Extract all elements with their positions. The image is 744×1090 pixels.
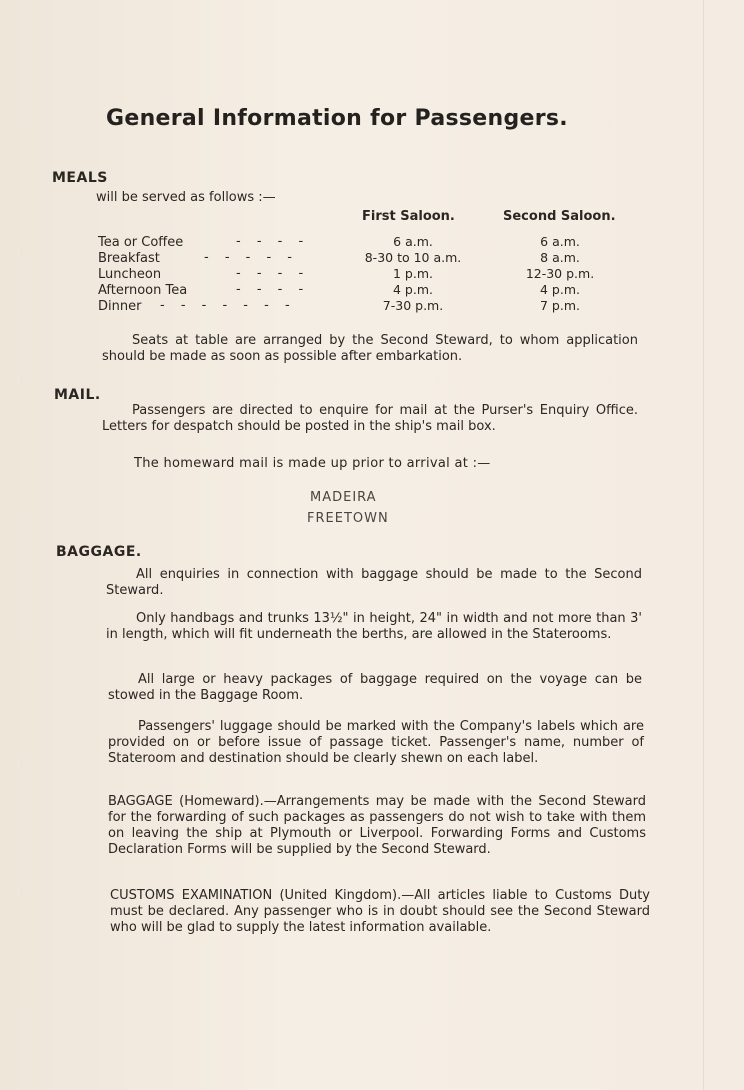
mail-port: FREETOWN xyxy=(307,511,389,526)
meal-first-time: 6 a.m. xyxy=(393,234,433,249)
meal-second-time: 8 a.m. xyxy=(540,250,580,265)
page-fold xyxy=(703,0,704,1090)
meals-intro: will be served as follows :— xyxy=(96,190,276,205)
meal-second-time: 7 p.m. xyxy=(540,298,580,313)
mail-paragraph-1: Passengers are directed to enquire for mail at the Purser's Enquiry Office. Letters for despatch should be posted in the ship's mail box. xyxy=(102,403,638,434)
baggage-paragraph-3: All large or heavy packages of baggage required on the voyage can be stowed in the Baggage Room. xyxy=(108,672,642,703)
meal-first-time: 4 p.m. xyxy=(393,282,433,297)
meal-name: Tea or Coffee xyxy=(98,235,184,250)
meal-second-time: 4 p.m. xyxy=(540,282,580,297)
col-second-saloon: Second Saloon. xyxy=(503,209,616,224)
mail-paragraph-2: The homeward mail is made up prior to arrival at :— xyxy=(134,456,491,471)
meal-second-time: 6 a.m. xyxy=(540,234,580,249)
meal-dots: - - - - - xyxy=(204,250,298,265)
page-title: General Information for Passengers. xyxy=(106,106,568,131)
meal-dots: - - - - - - - xyxy=(160,298,296,313)
col-first-saloon: First Saloon. xyxy=(362,209,455,224)
meal-name: Afternoon Tea xyxy=(98,283,188,298)
mail-port: MADEIRA xyxy=(310,490,377,505)
meal-second-time: 12-30 p.m. xyxy=(525,266,595,281)
baggage-paragraph-1: All enquiries in connection with baggage should be made to the Second Steward. xyxy=(106,567,642,598)
meal-first-time: 8-30 to 10 a.m. xyxy=(364,250,462,265)
meal-dots: - - - - xyxy=(236,266,310,281)
meals-note: Seats at table are arranged by the Second Steward, to whom application should be made as soon as possible after embarkation. xyxy=(102,333,638,364)
baggage-paragraph-2: Only handbags and trunks 13½" in height, 24" in width and not more than 3' in length, which will fit underneath the berths, are allowed in the Staterooms. xyxy=(106,611,642,642)
baggage-paragraph-4: Passengers' luggage should be marked with the Company's labels which are provided on or before issue of passage ticket. Passenger's name, number of Stateroom and destination should be clearly shewn on each label. xyxy=(108,719,644,766)
baggage-homeward-paragraph: BAGGAGE (Homeward).—Arrangements may be made with the Second Steward for the forwarding of such packages as passengers do not wish to take with them on leaving the ship at Plymouth or Liverpool. Forwarding Forms and Customs Declaration Forms will be supplied by the Second Steward. xyxy=(108,794,646,857)
meal-first-time: 1 p.m. xyxy=(393,266,433,281)
mail-heading: MAIL. xyxy=(54,387,101,403)
meal-name: Luncheon xyxy=(98,267,162,282)
meal-dots: - - - - xyxy=(236,282,310,297)
baggage-heading: BAGGAGE. xyxy=(56,544,142,560)
meal-name: Breakfast xyxy=(98,251,160,266)
meals-heading: MEALS xyxy=(52,170,108,186)
meal-name: Dinner xyxy=(98,299,142,314)
meal-dots: - - - - xyxy=(236,234,310,249)
customs-paragraph: CUSTOMS EXAMINATION (United Kingdom).—All articles liable to Customs Duty must be declared. Any passenger who is in doubt should see the Second Steward who will be glad to supply the latest information available. xyxy=(110,888,650,935)
meal-first-time: 7-30 p.m. xyxy=(382,298,444,313)
